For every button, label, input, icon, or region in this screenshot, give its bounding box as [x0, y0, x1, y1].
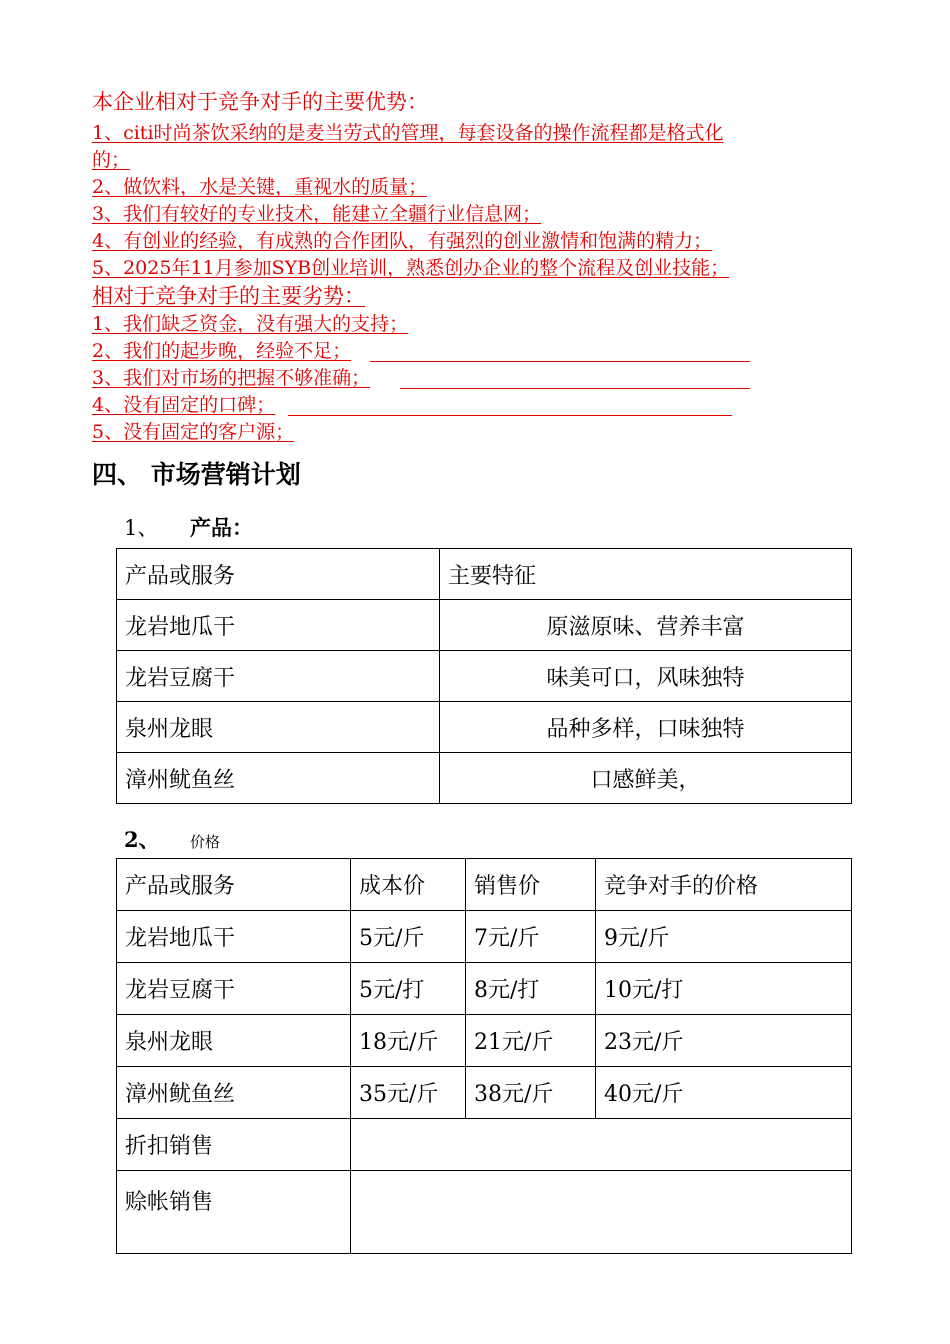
table-cell: 5元/斤: [351, 911, 466, 963]
advantage-item-4: 4、有创业的经验，有成熟的合作团队，有强烈的创业激情和饱满的精力；: [92, 230, 713, 252]
table-cell: 40元/斤: [596, 1067, 852, 1119]
table-header-row: [117, 859, 852, 911]
table-row: [117, 1119, 852, 1171]
table-cell: 泉州龙眼: [117, 702, 440, 753]
table-cell: 18元/斤: [351, 1015, 466, 1067]
disadvantage-item-5: 5、没有固定的客户源；: [92, 421, 295, 443]
table-cell: 龙岩地瓜干: [117, 600, 440, 651]
disadvantage-item-4: 4、没有固定的口碑；: [92, 394, 276, 416]
table-cell: 龙岩豆腐干: [117, 963, 351, 1015]
table-cell: 原滋原味、营养丰富: [440, 600, 852, 651]
advantages-title: 本企业相对于竞争对手的主要优势：: [92, 90, 428, 114]
table-row: [117, 1171, 852, 1254]
table-row: [117, 600, 852, 651]
advantage-item-2: 2、做饮料，水是关键，重视水的质量；: [92, 176, 428, 198]
table-row: [117, 1067, 852, 1119]
table-cell-empty: [351, 1171, 852, 1254]
products-num: 1、: [124, 516, 159, 540]
table-cell-empty: [351, 1119, 852, 1171]
table-cell: 5元/打: [351, 963, 466, 1015]
table-cell: 38元/斤: [466, 1067, 596, 1119]
table-row: [117, 1015, 852, 1067]
table-cell: 35元/斤: [351, 1067, 466, 1119]
products-table: [116, 548, 852, 804]
table-cell: 味美可口，风味独特: [440, 651, 852, 702]
table-cell: 折扣销售: [117, 1119, 351, 1171]
advantage-item-5: 5、2025年11月参加SYB创业培训，熟悉创办企业的整个流程及创业技能；: [92, 257, 730, 279]
table-cell: 赊帐销售: [117, 1171, 351, 1254]
table-row: [117, 963, 852, 1015]
underline-fill: [288, 415, 732, 416]
table-cell: 漳州鱿鱼丝: [117, 753, 440, 804]
pricing-heading: [124, 826, 220, 856]
table-cell: 10元/打: [596, 963, 852, 1015]
table-header-cell: 产品或服务: [117, 859, 351, 911]
disadvantage-item-3: 3、我们对市场的把握不够准确；: [92, 367, 371, 389]
table-cell: 9元/斤: [596, 911, 852, 963]
products-heading: [124, 514, 253, 542]
disadvantage-item-1: 1、我们缺乏资金，没有强大的支持；: [92, 313, 409, 335]
table-header-row: [117, 549, 852, 600]
table-cell: 7元/斤: [466, 911, 596, 963]
pricing-table: [116, 858, 852, 1254]
table-header-cell: 销售价: [466, 859, 596, 911]
table-header-cell: 产品或服务: [117, 549, 440, 600]
table-header-cell: 竞争对手的价格: [596, 859, 852, 911]
products-label: 产品：: [190, 515, 253, 540]
table-row: [117, 702, 852, 753]
table-cell: 品种多样，口味独特: [440, 702, 852, 753]
table-row: [117, 911, 852, 963]
disadvantages-title: 相对于竞争对手的主要劣势：: [92, 284, 365, 308]
table-cell: 21元/斤: [466, 1015, 596, 1067]
table-row: [117, 753, 852, 804]
disadvantage-item-2: 2、我们的起步晚，经验不足；: [92, 340, 352, 362]
section-title: 四、 市场营销计划: [92, 460, 301, 489]
table-cell: 泉州龙眼: [117, 1015, 351, 1067]
table-cell: 8元/打: [466, 963, 596, 1015]
table-cell: 口感鲜美，: [440, 753, 852, 804]
table-row: [117, 651, 852, 702]
table-cell: 漳州鱿鱼丝: [117, 1067, 351, 1119]
table-header-cell: 成本价: [351, 859, 466, 911]
advantage-item-3: 3、我们有较好的专业技术，能建立全疆行业信息网；: [92, 203, 542, 225]
underline-fill: [400, 388, 750, 389]
pricing-num: 2、: [124, 827, 160, 852]
advantage-item-1: 1、citi时尚茶饮采纳的是麦当劳式的管理，每套设备的操作流程都是格式化: [92, 122, 724, 144]
pricing-label: 价格: [190, 833, 221, 851]
table-cell: 龙岩地瓜干: [117, 911, 351, 963]
table-cell: 龙岩豆腐干: [117, 651, 440, 702]
table-cell: 23元/斤: [596, 1015, 852, 1067]
underline-fill: [370, 361, 750, 362]
advantage-item-1-cont: 的；: [92, 149, 131, 171]
table-header-cell: 主要特征: [440, 549, 852, 600]
